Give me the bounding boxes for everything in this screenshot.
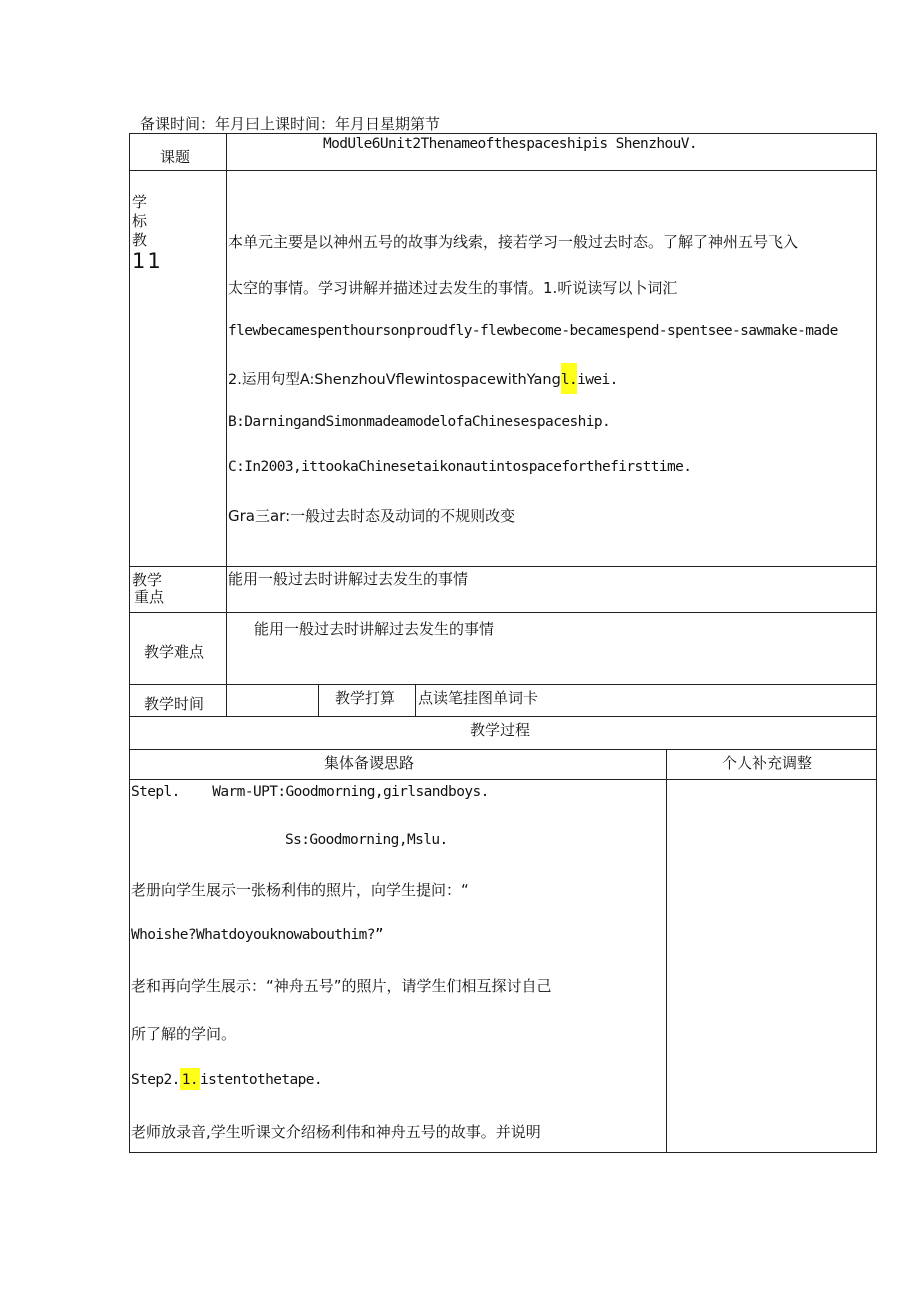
goals-sentence-b: B:DarningandSimonmadeamodelofaChinesespaceship. [228,414,611,430]
step1-show-photo: 老册向学生展示一张杨利伟的照片，向学生提问：“ [131,881,469,899]
goals-vocab: flewbecamespenthoursonproudfly-flewbecome-becamespend-spentsee-sawmake-made [228,323,838,339]
step1-response: Ss:Goodmorning,Mslu. [285,832,448,848]
step1-discussion: 老和再向学生展示：“神舟五号”的照片，请学生们相互探讨自己 [131,977,552,995]
goals-label: 学 标 教 11 [132,193,163,273]
goals-intro-line1: 本单元主要是以神州五号的故事为线索，接若学习一般过去时态。了解了神州五号飞入 [228,233,799,251]
prep-time-line: 备课时间：年月曰上课时间：年月日星期第节 [140,115,441,133]
teaching-time-label: 教学时间 [144,695,205,713]
key-point-value: 能用一般过去时讲解过去发生的事情 [228,570,469,588]
teaching-aids: 点读笔挂图单词卡 [418,689,539,707]
highlight-mark: l. [561,363,577,394]
goals-sentence-a: 2.运用句型A:ShenzhouVflewintospacewithYangl.iwei. [228,368,618,394]
goals-sentence-c: C:In2003,ittookaChinesetaikonautintospaceforthefirsttime. [228,459,692,475]
highlight-mark: 1. [180,1068,200,1090]
topic-value: ModUle6Unit2Thenameofthespaceshipis ShenzhouV. [323,136,697,152]
difficulty-label: 教学难点 [144,643,205,661]
goals-grammar: Gra三ar:一般过去时态及动词的不规则改变 [228,507,516,525]
step1-question: Whoishe?Whatdoyouknowabouthim?” [131,927,384,943]
process-title: 教学过程 [470,721,531,739]
column-collective-plan: 集体备谡思路 [324,754,415,772]
step1-warmup: Stepl. Warm-UPT:Goodmorning,girlsandboys. [131,784,489,800]
step2-listen: Step2. 1. istentothetape. [131,1072,322,1090]
step1-knowledge: 所了解的学问。 [131,1025,237,1043]
step2-description: 老师放录音,学生听课文介绍杨利伟和神舟五号的故事。并说明 [131,1123,541,1141]
teaching-plan-label: 教学打算 [335,689,396,707]
difficulty-value: 能用一般过去时讲解过去发生的事情 [254,620,495,638]
column-personal-adjust: 个人补充调整 [722,754,813,772]
key-point-label: 教学 重点 [132,571,165,606]
topic-label: 课题 [160,148,191,166]
goals-intro-line2: 太空的事情。学习讲解并描述过去发生的事情。1.听说读写以卜词汇 [228,279,678,297]
